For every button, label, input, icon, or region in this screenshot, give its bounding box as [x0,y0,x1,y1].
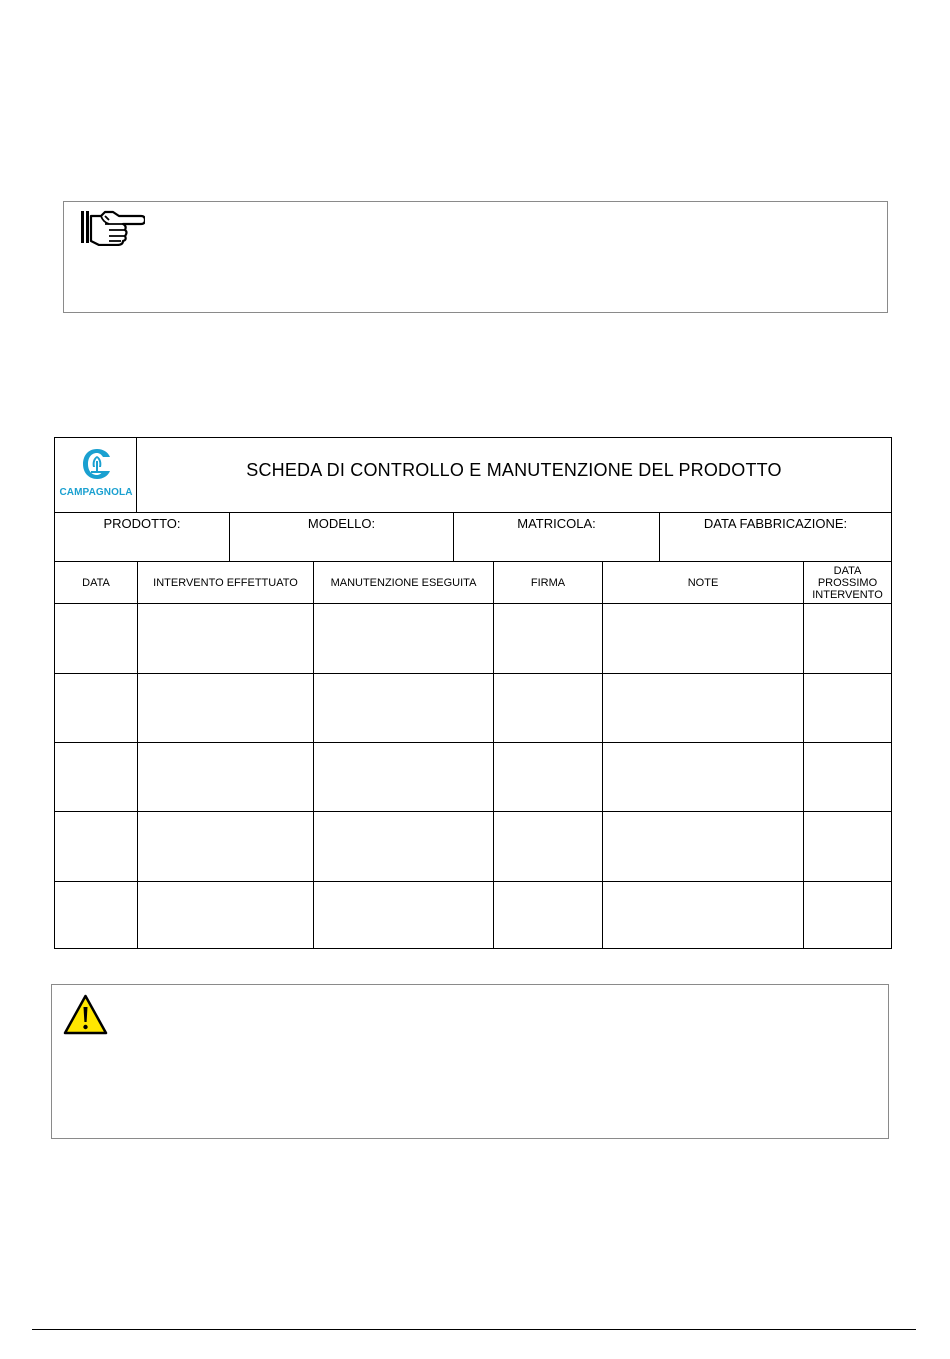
table-cell[interactable] [494,604,603,673]
campagnola-logo-icon [81,447,113,481]
table-cell[interactable] [55,743,138,811]
table-cell[interactable] [314,812,494,881]
table-cell[interactable] [314,674,494,742]
column-header: MANUTENZIONE ESEGUITA [314,562,494,603]
table-cell[interactable] [603,812,804,881]
table-cell[interactable] [138,812,314,881]
table-row [55,882,891,948]
table-cell[interactable] [603,743,804,811]
info-row [55,513,891,562]
table-cell[interactable] [314,743,494,811]
warning-triangle-icon [63,994,108,1036]
info-field-prodotto[interactable] [55,513,230,561]
form-title: SCHEDA DI CONTROLLO E MANUTENZIONE DEL PRODOTTO [246,460,782,480]
table-row [55,743,891,812]
table-cell[interactable] [603,674,804,742]
logo-text: CAMPAGNOLA [59,487,133,498]
table-cell[interactable] [55,604,138,673]
table-cell[interactable] [603,604,804,673]
table-cell[interactable] [804,604,891,673]
table-cell[interactable] [804,674,891,742]
logo [55,438,137,512]
table-cell[interactable] [603,882,804,948]
pointing-hand-icon [79,208,145,246]
table-cell[interactable] [138,604,314,673]
table-row [55,604,891,674]
column-header: DATA [55,562,138,603]
table-cell[interactable] [494,743,603,811]
info-label: MATRICOLA: [517,516,596,531]
column-header: DATA PROSSIMO INTERVENTO [812,564,883,601]
table-cell[interactable] [138,882,314,948]
maintenance-form [54,437,892,949]
table-cell[interactable] [314,604,494,673]
footer-rule [32,1329,916,1330]
table-cell[interactable] [55,812,138,881]
table-cell[interactable] [494,882,603,948]
column-header: FIRMA [494,562,603,603]
info-label: PRODOTTO: [103,516,181,531]
table-cell[interactable] [494,812,603,881]
table-cell[interactable] [314,882,494,948]
warning-box [51,984,889,1139]
table-row [55,674,891,743]
info-field-matricola[interactable] [454,513,660,561]
column-header: NOTE [603,562,804,603]
table-cell[interactable] [494,674,603,742]
table-cell[interactable] [804,743,891,811]
info-field-data-fabbricazione[interactable] [660,513,891,561]
table-cell[interactable] [804,812,891,881]
note-box [63,201,888,313]
column-header: INTERVENTO EFFETTUATO [138,562,314,603]
table-cell[interactable] [138,674,314,742]
info-field-modello[interactable] [230,513,454,561]
info-label: DATA FABBRICAZIONE: [703,516,848,531]
info-label: MODELLO: [307,516,376,531]
table-cell[interactable] [138,743,314,811]
table-cell[interactable] [804,882,891,948]
table-row [55,812,891,882]
column-header-row [55,562,891,604]
table-cell[interactable] [55,674,138,742]
table-cell[interactable] [55,882,138,948]
form-header [55,438,891,513]
